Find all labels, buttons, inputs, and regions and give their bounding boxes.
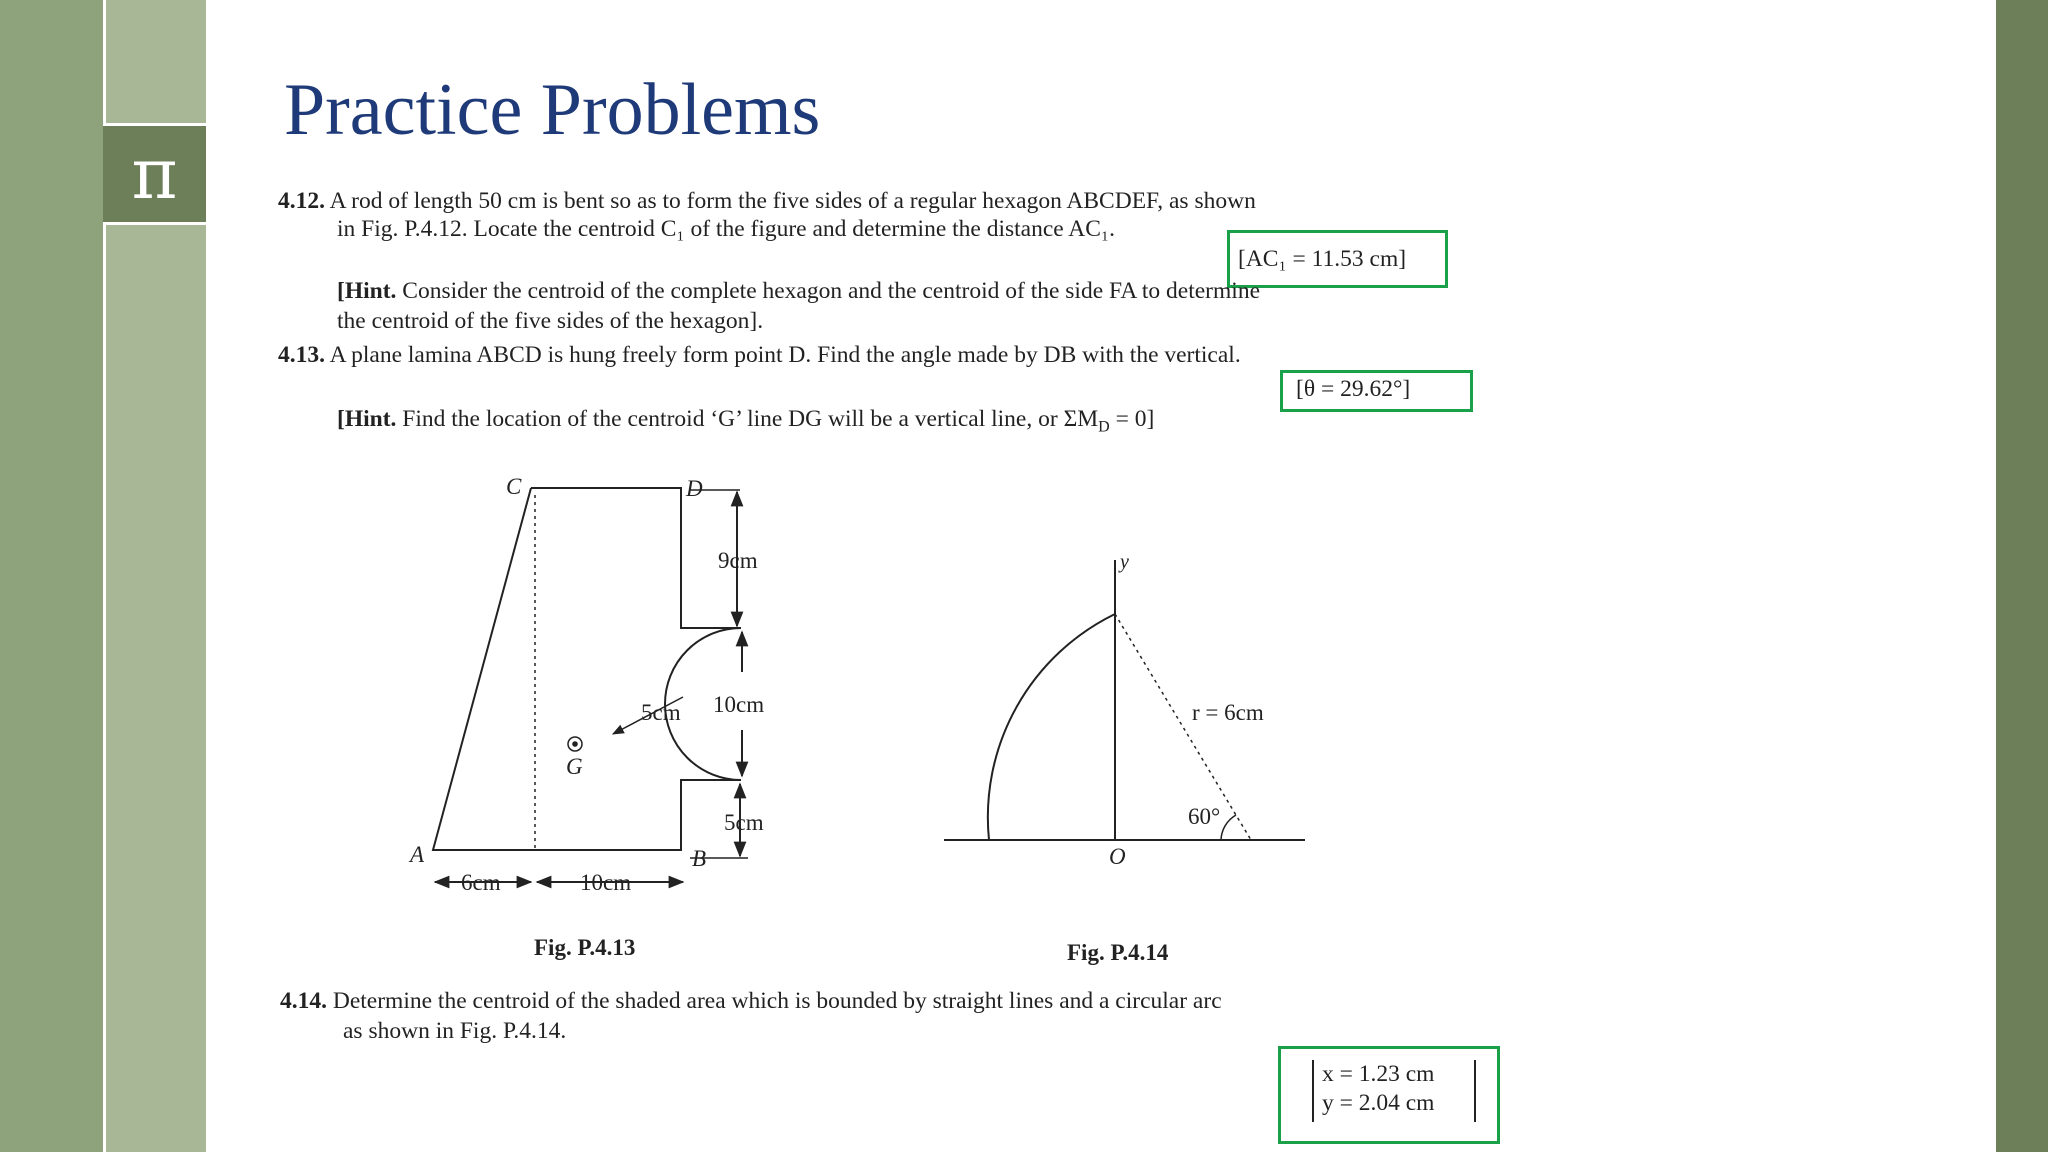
lamina-outline-lower	[433, 488, 741, 850]
problem-4-13-number: 4.13.	[278, 342, 325, 368]
hint-4-13-text: Find the location of the centroid ‘G’ line DG will be a vertical line, or ΣM	[402, 406, 1099, 432]
problem-4-12-number: 4.12.	[278, 188, 325, 214]
label-5cm-radius: 5cm	[641, 700, 681, 725]
label-y: y	[1120, 551, 1129, 573]
hint-label-4-13: [Hint.	[337, 406, 397, 432]
label-C: C	[506, 474, 522, 499]
problem-4-14-line1	[280, 988, 1222, 1015]
figure-p4-13-labels	[408, 474, 764, 960]
radius-line	[1115, 614, 1251, 840]
problem-4-14-text1: Determine the centroid of the shaded area which is bounded by straight lines and a circular arc	[332, 988, 1222, 1014]
label-D: D	[686, 476, 703, 501]
caption-p4-14: Fig. P.4.14	[1067, 940, 1169, 965]
hint-4-13-end: = 0]	[1115, 406, 1155, 432]
label-5cm: 5cm	[724, 810, 764, 835]
label-O: O	[1109, 844, 1126, 869]
problem-4-13-text1: A plane lamina ABCD is hung freely form point D. Find the angle made by DB with the vertical.	[329, 342, 1241, 368]
answer-4-12: [AC₁ = 11.53 cm]	[1238, 246, 1407, 272]
figure-p4-13	[433, 488, 748, 882]
pi-symbol: π	[131, 133, 178, 215]
label-radius: r = 6cm	[1192, 700, 1264, 725]
angle-arc	[1221, 815, 1236, 840]
answer-4-14-y: y = 2.04 cm	[1322, 1090, 1435, 1116]
label-6cm: 6cm	[461, 870, 501, 895]
problem-4-12-text1: A rod of length 50 cm is bent so as to form the five sides of a regular hexagon ABCDEF, as shown	[329, 188, 1256, 214]
label-10cm: 10cm	[713, 692, 765, 717]
hint-label-4-12: [Hint.	[337, 278, 397, 304]
label-angle: 60°	[1188, 804, 1221, 829]
label-B: B	[692, 846, 707, 871]
slide-title: Practice Problems	[284, 69, 821, 151]
answer-4-13: [θ = 29.62°]	[1296, 376, 1411, 402]
problem-4-12-line2: in Fig. P.4.12. Locate the centroid C₁ of the figure and determine the distance AC₁.	[337, 216, 1115, 242]
hint-4-13-subscript: D	[1098, 418, 1110, 436]
lamina-outline	[531, 488, 741, 628]
figure-p4-14-labels	[1067, 551, 1264, 965]
hint-4-12-text1: Consider the centroid of the complete hexagon and the centroid of the side FA to determine	[402, 278, 1260, 304]
hint-4-12-line2: the centroid of the five sides of the hexagon].	[337, 308, 764, 334]
circular-arc	[988, 614, 1115, 840]
label-A: A	[410, 842, 425, 867]
problem-4-14-line2: as shown in Fig. P.4.14.	[343, 1018, 567, 1044]
problem-4-14-number: 4.14.	[280, 988, 327, 1014]
answer-4-14-x: x = 1.23 cm	[1322, 1061, 1435, 1087]
caption-p4-13: Fig. P.4.13	[534, 935, 636, 960]
label-9cm: 9cm	[718, 548, 758, 573]
label-10cm-bottom: 10cm	[580, 870, 632, 895]
label-G: G	[566, 754, 583, 779]
